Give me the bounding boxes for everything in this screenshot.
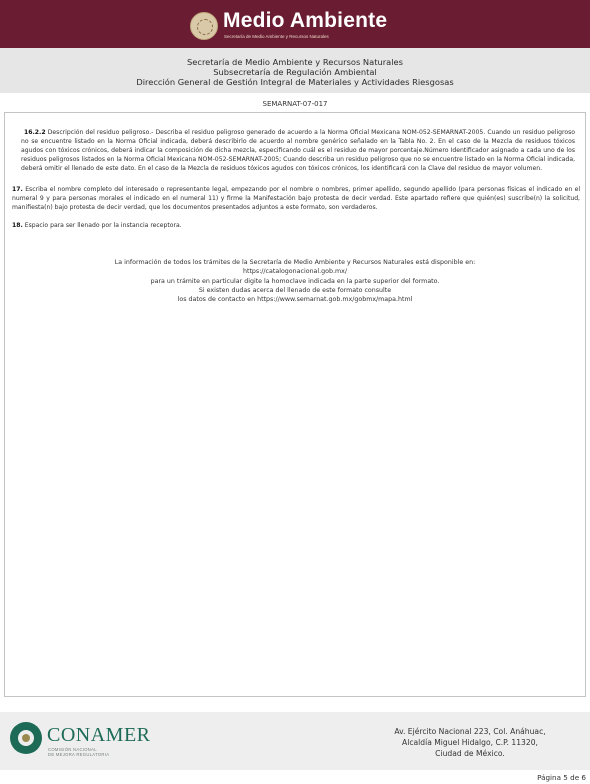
info-line-availability: La información de todos los trámites de la Secretaría de Medio Ambiente y Recursos Naturales está disponible en: — [114, 259, 476, 266]
conamer-subtitle — [48, 747, 109, 757]
form-code: SEMARNAT-07-017 — [262, 100, 328, 108]
info-line-dudas: Si existen dudas acerca del llenado de este formato consulte — [198, 287, 392, 294]
instruction-number: 18. — [12, 222, 23, 229]
instruction-text: Descripción del residuo peligroso.- Describa el residuo peligroso generado de acuerdo a la Norma Oficial Mexicana NOM-052-SEMARNAT-2005. Cuando un residuo peligroso no se encuentre listado en la Norma Oficial indicada, deberá describirlo de acuerdo al nombre genérico señalado en la Tabla No. 2. En el caso de la Mezcla de residuos tóxicos agudos con tóxicos crónicos, deberá indicar la composición de dicha mezcla, especificando cuál es el residuo de mayor porcentaje.Número Identificador asignado a cada uno de los residuos peligrosos listados en la Norma Oficial Mexicana NOM-052-SEMARNAT-2005; Cuando describa un residuo peligroso que no se encuentre listado en la Norma Oficial indicada, deberá omitir el llenado de este dato. En el caso de la Mezcla de residuos tóxicos agudos con tóxicos crónicos, los identificará con la Clave del residuo de mayor volumen. — [21, 129, 576, 172]
catalog-link[interactable]: https://catalogonacional.gob.mx/ — [242, 268, 347, 275]
conamer-subtitle-line: COMISIÓN NACIONAL — [48, 747, 97, 752]
instruction-text: Escriba el nombre completo del interesado o representante legal, empezando por el nombre o nombres, primer apellido, segundo apellido (para personas físicas el indicado en el numeral 9 y para personas morales el indicado en el numeral 11) y firme la Manifestación bajo protesta de decir verdad. Este apartado refiere que quién(es) suscribe(n) la solicitud, manifiesta(n) bajo protesta de decir verdad, que los documentos presentados adjuntos a este formato, son verdaderos. — [12, 186, 581, 211]
conamer-name: CONAMER — [47, 724, 151, 746]
instruction-number: 16.2.2 — [24, 129, 46, 136]
instruction-text: Espacio para ser llenado por la instancia receptora. — [24, 222, 182, 229]
page-number: Página 5 de 6 — [537, 773, 586, 782]
header-line-secretaria: Secretaría de Medio Ambiente y Recursos Naturales — [187, 57, 403, 67]
header-line-subsecretaria: Subsecretaría de Regulación Ambiental — [213, 67, 377, 77]
header-line-direccion: Dirección General de Gestión Integral de Materiales y Actividades Riesgosas — [136, 77, 454, 87]
instruction-number: 17. — [12, 186, 23, 193]
instruction-17 — [12, 185, 580, 212]
footer-band — [0, 712, 590, 770]
top-banner — [0, 0, 590, 48]
address-line: Ciudad de México. — [435, 749, 505, 758]
address-line: Alcaldía Miguel Hidalgo, C.P. 11320, — [402, 738, 538, 747]
conamer-subtitle-line: DE MEJORA REGULATORIA — [48, 752, 110, 757]
address-line: Av. Ejército Nacional 223, Col. Anáhuac, — [394, 727, 546, 736]
info-line-homoclave: para un trámite en particular digite la homoclave indicada en la parte superior del formato. — [150, 278, 440, 285]
conamer-logo-icon — [10, 722, 42, 754]
government-seal-icon — [190, 12, 218, 40]
header-band — [0, 48, 590, 93]
instruction-18 — [12, 221, 580, 230]
brand-name: Medio Ambiente — [223, 9, 388, 32]
contact-link[interactable]: los datos de contacto en https://www.semarnat.gob.mx/gobmx/mapa.html — [177, 296, 413, 303]
instruction-16-2-2 — [21, 128, 575, 173]
brand-subtitle: Secretaría de Medio Ambiente y Recursos Naturales — [224, 34, 329, 39]
